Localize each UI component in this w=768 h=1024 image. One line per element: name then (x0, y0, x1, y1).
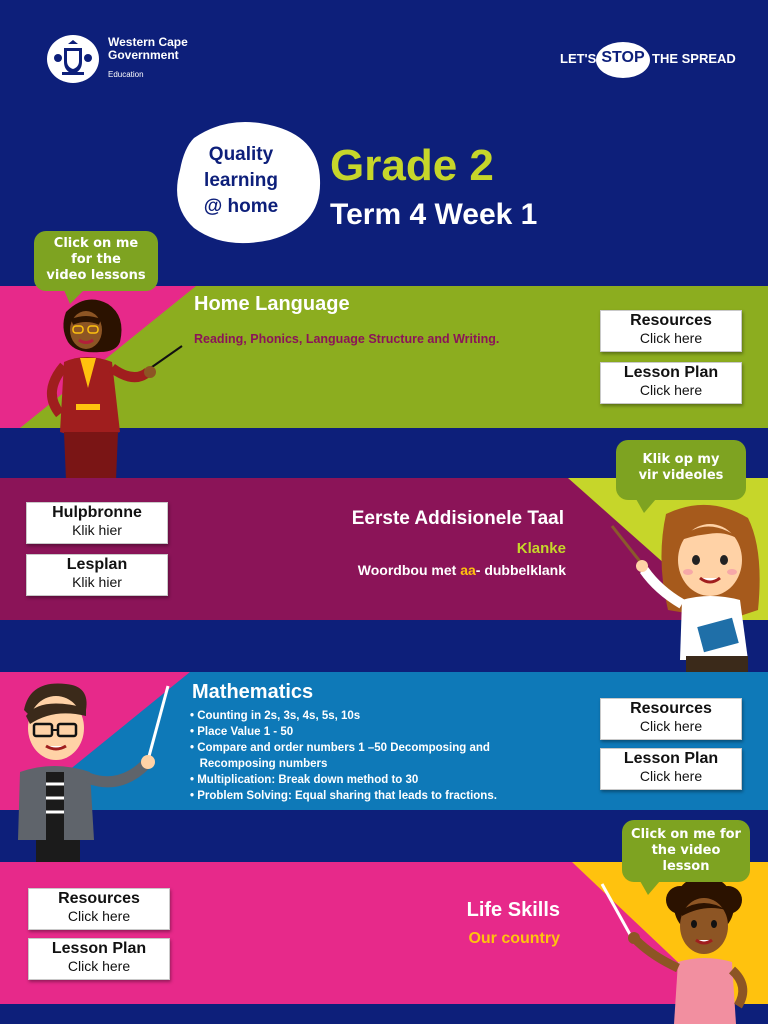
home-language-video-bubble[interactable]: Click on me for the video lessons (34, 231, 158, 291)
mathematics-title: Mathematics (192, 681, 314, 703)
bubble-tail-icon (640, 881, 660, 895)
teacher-woman-icon[interactable] (30, 292, 190, 480)
wcg-logo[interactable] (46, 34, 206, 84)
teacher-blonde-woman-icon[interactable] (608, 500, 768, 672)
life-skills-video-bubble[interactable]: Click on me for the video lesson (622, 820, 750, 882)
teacher-man-icon[interactable] (10, 680, 170, 864)
bubble-tail-icon (636, 499, 656, 513)
mathematics-resources-button[interactable]: Resources Click here (600, 698, 742, 740)
quality-learning-text: Quality learning @ home (203, 144, 279, 217)
home-language-lesson-plan-button[interactable]: Lesson Plan Click here (600, 362, 742, 404)
stop-the-spread-logo: LET'S STOP THE SPREAD (560, 42, 740, 82)
term-week-title: Term 4 Week 1 (330, 198, 538, 231)
list-item: • Problem Solving: Equal sharing that leads to fractions. (190, 790, 497, 802)
eerste-video-bubble[interactable]: Klik op my vir videoles (616, 440, 746, 500)
gov-name: Western Cape Government (108, 35, 188, 62)
grade-title: Grade 2 (330, 141, 494, 190)
eerste-woordbou: Woordbou met aa- dubbelklank (357, 562, 566, 578)
home-language-subtitle: Reading, Phonics, Language Structure and Writing. (194, 332, 500, 346)
home-language-title: Home Language (194, 293, 350, 315)
list-item: • Multiplication: Break down method to 30 (190, 774, 419, 786)
list-item: Recomposing numbers (190, 758, 328, 770)
bubble-tail-icon (64, 290, 84, 304)
list-item: • Place Value 1 - 50 (190, 726, 294, 738)
teacher-curly-hair-woman-icon[interactable] (598, 876, 768, 1024)
eerste-title: Eerste Addisionele Taal (351, 508, 564, 529)
home-language-resources-button[interactable]: Resources Click here (600, 310, 742, 352)
lesplan-button[interactable]: Lesplan Klik hier (26, 554, 168, 596)
life-skills-resources-button[interactable]: Resources Click here (28, 888, 170, 930)
mathematics-topic-list (190, 708, 590, 804)
list-item: • Compare and order numbers 1 –50 Decomposing and (190, 742, 490, 754)
mathematics-lesson-plan-button[interactable]: Lesson Plan Click here (600, 748, 742, 790)
life-skills-lesson-plan-button[interactable]: Lesson Plan Click here (28, 938, 170, 980)
list-item: • Counting in 2s, 3s, 4s, 5s, 10s (190, 710, 361, 722)
eerste-klanke: Klanke (516, 540, 566, 557)
coat-of-arms-icon (46, 34, 100, 84)
gov-dept: Education (108, 70, 144, 79)
life-skills-subtitle: Our country (468, 930, 560, 947)
life-skills-title: Life Skills (466, 899, 560, 921)
hulpbronne-button[interactable]: Hulpbronne Klik hier (26, 502, 168, 544)
